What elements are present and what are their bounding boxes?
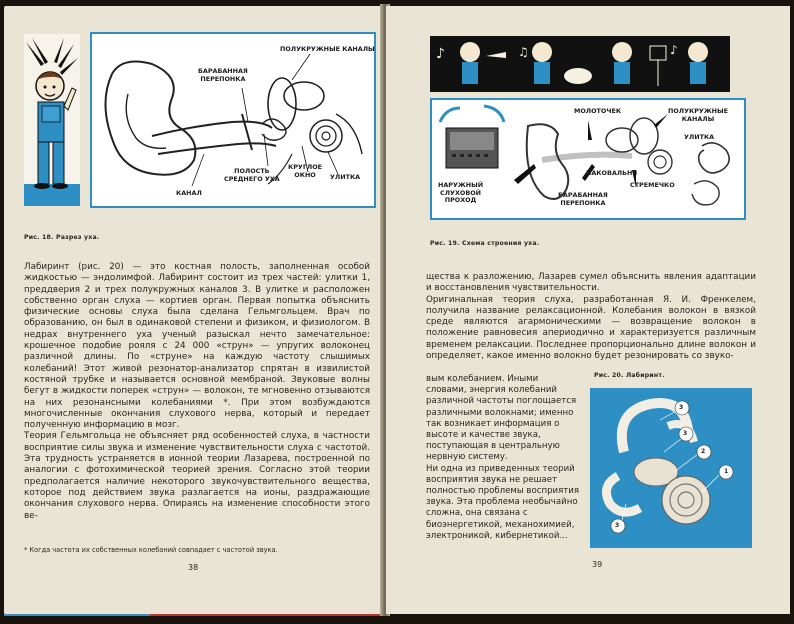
label-cochlea-19: УЛИТКА [684,133,715,141]
svg-text:♫: ♫ [518,45,529,59]
right-body-wide [426,272,756,362]
musicians-drawing [430,36,730,92]
paragraph-helmholtz: Теория Гельмгольца не объясняет ряд особенностей слуха, в частности восприятие силы звука и изменение чувствительности слуха с частотой. Эта трудность устраняется в ионной теории Лазарева, построенной по аналогии с фотохимической теорией зрения. Согласно этой теории предполагается наличие некоторого звукочувствительного вещества, которое под действием звука разлагается на ионы, раздражающие окончания слухового нерва. Опираясь на изменение способности этого ве- [24,431,370,521]
label-anvil: НАКОВАЛЬНЯ [586,169,638,177]
boy-illustration [24,34,80,206]
label-middle-ear: ПОЛОСТЬ СРЕДНЕГО УХА [224,167,280,183]
labyrinth-marker-4: 1 [724,468,729,475]
paragraph-labyrinth: Лабиринт (рис. 20) — это костная полость, заполненная особой жидкостью — эндолимфой. Лабиринт состоит из трех частей: улитки 1, преддверия 2 и трех полукружных каналов 3. В улитке и расположен собственно орган слуха — кортиев орган. Первая попытка объяснить физические основы слуха была сделана Гельмгольцем. Врач по образованию, он был в одинаковой степени и физиком, и физиологом. В недрах внутреннего уха ученый разыскал нечто замечательное: крошечное подобие рояля с 24 000 «струн» — упругих волоконец различной длины. По «струне» на каждую частоту слышимых колебаний! Этот живой резонатор-анализатор спрятан в извилистой костяной трубке и называется основной мембраной. Звуковые волны бегут в жидкости поперек «струн» — волокон, те мгновенно отзываются на них резонансными колебаниями *. При этом возбуждаются многочисленные окончания слухового нерва, который и передает полученную информацию в мозг. [24,262,370,431]
label-stirrup: СТРЕМЕЧКО [630,181,675,189]
label-eardrum-19: БАРАБАННАЯ ПЕРЕПОНКА [558,191,608,207]
label-outer-ear-canal: НАРУЖНЫЙ СЛУХОВОЙ ПРОХОД [438,181,484,204]
labyrinth-marker-2: 3 [683,430,688,437]
figure-ear-section [90,32,376,208]
boy-drawing [24,34,80,206]
paragraph-conclusion: Ни одна из приведенных теорий восприятия звука не решает полностью проблемы восприятия звука. Эта проблема необычайно сложна, она связана с биоэнергетикой, механохимией, электроникой, кибернетикой... [426,463,580,541]
paragraph-lazarev-end: щества к разложению, Лазарев сумел объяснить явления адаптации и восстановления чувствительности. [426,272,756,294]
footnote: * Когда частота их собственных колебаний совпадает с частотой звука. [24,546,278,554]
paragraph-frenkel-cont: вым колебанием. Иными словами, энергия колебаний различной частоты поглощается различными волокнами; именно так возникает информация о высоте и качестве звука, поступающая в центральную нервную систему. [426,374,577,463]
page-number-left: 38 [188,563,199,572]
figure-ear-structure [430,98,746,220]
figure19-caption: Рис. 19. Схема строения уха. [430,240,540,247]
right-page [386,6,790,614]
right-body-narrow [426,374,580,542]
paragraph-frenkel: Оригинальная теория слуха, разработанная Я. И. Френкелем, получила название релаксационной. Колебания волокон в вязкой среде являются агармоническими — возвращение волокон в положение равновесия апериодично и характеризуется различным временем релаксации. Последнее пропорционально длине волокон и определяет, какое именно волокно будет резонировать со звуко- [426,294,756,362]
musicians-banner [430,36,730,92]
label-hammer: МОЛОТОЧЕК [574,107,622,115]
left-body-text [24,262,370,522]
label-cochlea: УЛИТКА [330,173,361,181]
label-round-window: КРУГЛОЕ ОКНО [288,163,323,179]
label-semicircular-canals: ПОЛУКРУЖНЫЕ КАНАЛЫ [668,107,729,123]
labyrinth-marker-3: 2 [701,448,706,455]
figure-labyrinth [590,388,752,548]
page-number-right: 39 [592,560,603,569]
svg-text:♪: ♪ [670,43,678,57]
label-eardrum: БАРАБАННАЯ ПЕРЕПОНКА [198,67,248,83]
labyrinth-marker-5: 3 [615,522,620,529]
labyrinth-marker-1: 3 [679,404,684,411]
left-page [4,6,384,614]
svg-text:♪: ♪ [436,46,445,62]
label-canal: КАНАЛ [176,189,202,197]
figure18-caption: Рис. 18. Разрез уха. [24,234,100,241]
figure20-caption: Рис. 20. Лабиринт. [594,372,665,379]
label-semicircular: ПОЛУКРУЖНЫЕ КАНАЛЫ [280,45,375,53]
